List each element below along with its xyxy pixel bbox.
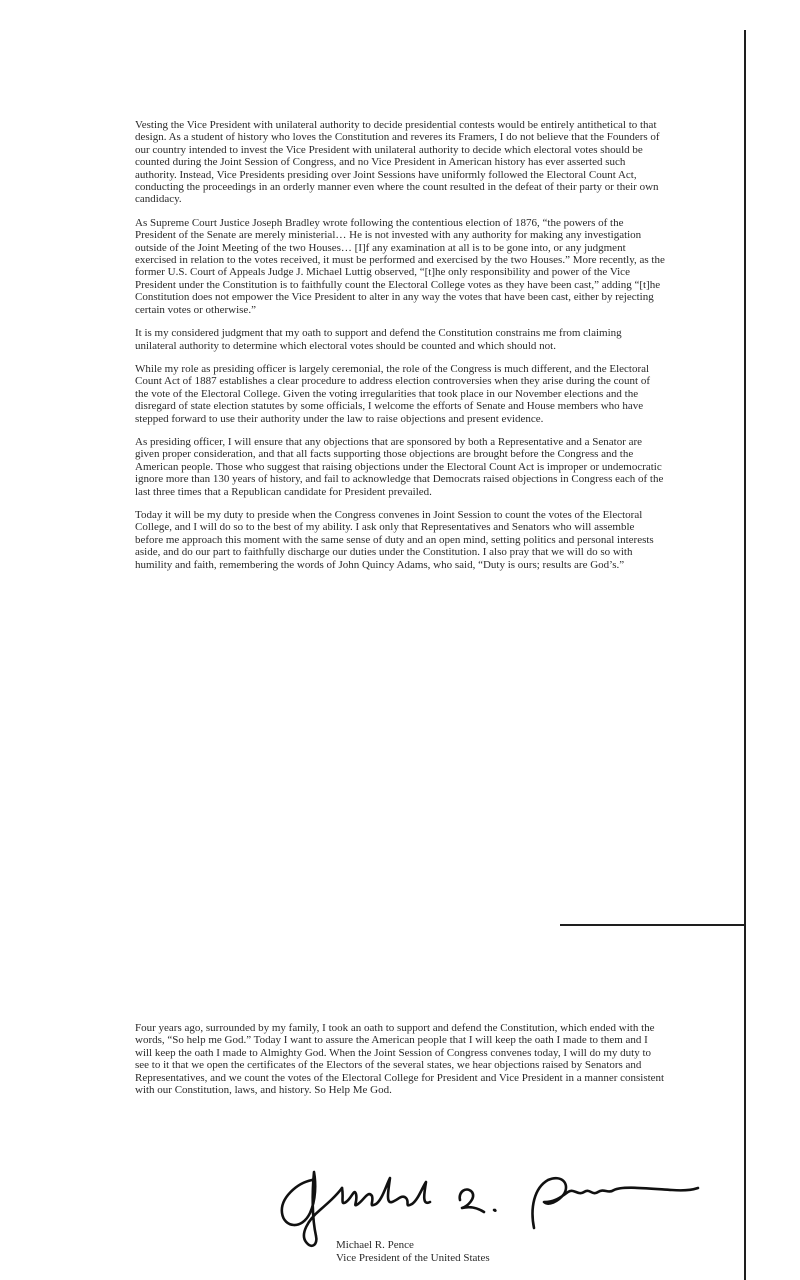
page-edge-horizontal-line xyxy=(560,924,746,926)
signer-title: Vice President of the United States xyxy=(336,1252,490,1264)
closing-paragraph: Four years ago, surrounded by my family, I took an oath to support and defend the Constitution, which ended with the words, “So help me God.” Today I want to assure the American people that I will keep the oath I made to them and I will keep the oath I made to Almighty God. When the Joint Session of Congress convenes today, I will do my duty to see to it that we open the certificates of the Electors of the several states, we hear objections raised by Senators and Representatives, and we count the votes of the Electoral College for President and Vice President in a manner consistent with our Constitution, laws, and history. So Help Me God. xyxy=(135,1022,665,1097)
signer-name: Michael R. Pence xyxy=(336,1239,414,1251)
letter-body xyxy=(135,119,665,582)
closing-section xyxy=(135,1022,665,1096)
paragraph-2: As Supreme Court Justice Joseph Bradley wrote following the contentious election of 1876, “the powers of the President of the Senate are merely ministerial… He is not invested with any authority for making any investigation outside of the Joint Meeting of the two Houses… [I]f any examination at all is to be gone into, or any judgment exercised in relation to the votes received, it must be performed and exercised by the two Houses.” More recently, as the former U.S. Court of Appeals Judge J. Michael Luttig observed, “[t]he only responsibility and power of the Vice President under the Constitution is to faithfully count the Electoral College votes as they have been cast,” adding “[t]he Constitution does not empower the Vice President to alter in any way the votes that have been cast, either by rejecting certain votes or otherwise.” xyxy=(135,216,665,316)
paragraph-6: Today it will be my duty to preside when the Congress convenes in Joint Session to count the votes of the Electoral College, and I will do so to the best of my ability. I ask only that Representatives and Senators who will assemble before me approach this moment with the same sense of duty and an open mind, setting politics and personal interests aside, and do our part to faithfully discharge our duties under the Constitution. I also pray that we will do so with humility and faith, remembering the words of John Quincy Adams, who said, “Duty is ours; results are God’s.” xyxy=(135,508,654,571)
page-edge-vertical-line xyxy=(744,30,746,1280)
paragraph-3: It is my considered judgment that my oath to support and defend the Constitution constrains me from claiming unilateral authority to determine which electoral votes should be counted and which should not. xyxy=(135,327,622,352)
handwritten-signature xyxy=(272,1158,702,1248)
paragraph-5: As presiding officer, I will ensure that any objections that are sponsored by both a Representative and a Senator are given proper consideration, and that all facts supporting those objections are brought before the Congress and the American people. Those who suggest that raising objections under the Electoral Count Act is improper or undemocratic ignore more than 130 years of history, and fail to acknowledge that Democrats raised objections in Congress each of the last three times that a Republican candidate for President prevailed. xyxy=(135,435,664,498)
paragraph-4: While my role as presiding officer is largely ceremonial, the role of the Congress is much different, and the Electoral Count Act of 1887 establishes a clear procedure to address election controversies when they arise during the count of the vote of the Electoral College. Given the voting irregularities that took place in our November elections and the disregard of state election statutes by some officials, I welcome the efforts of Senate and House members who have stepped forward to use their authority under the law to raise objections and present evidence. xyxy=(135,362,651,425)
signature-block xyxy=(336,1239,490,1265)
paragraph-1: Vesting the Vice President with unilateral authority to decide presidential contests would be entirely antithetical to that design. As a student of history who loves the Constitution and reveres its Framers, I do not believe that the Founders of our country intended to invest the Vice President with unilateral authority to decide which electoral votes should be counted during the Joint Session of Congress, and no Vice President in American history has ever asserted such authority. Instead, Vice Presidents presiding over Joint Sessions have uniformly followed the Electoral Count Act, conducting the proceedings in an orderly manner even where the count resulted in the defeat of their party or their own candidacy. xyxy=(135,119,660,206)
